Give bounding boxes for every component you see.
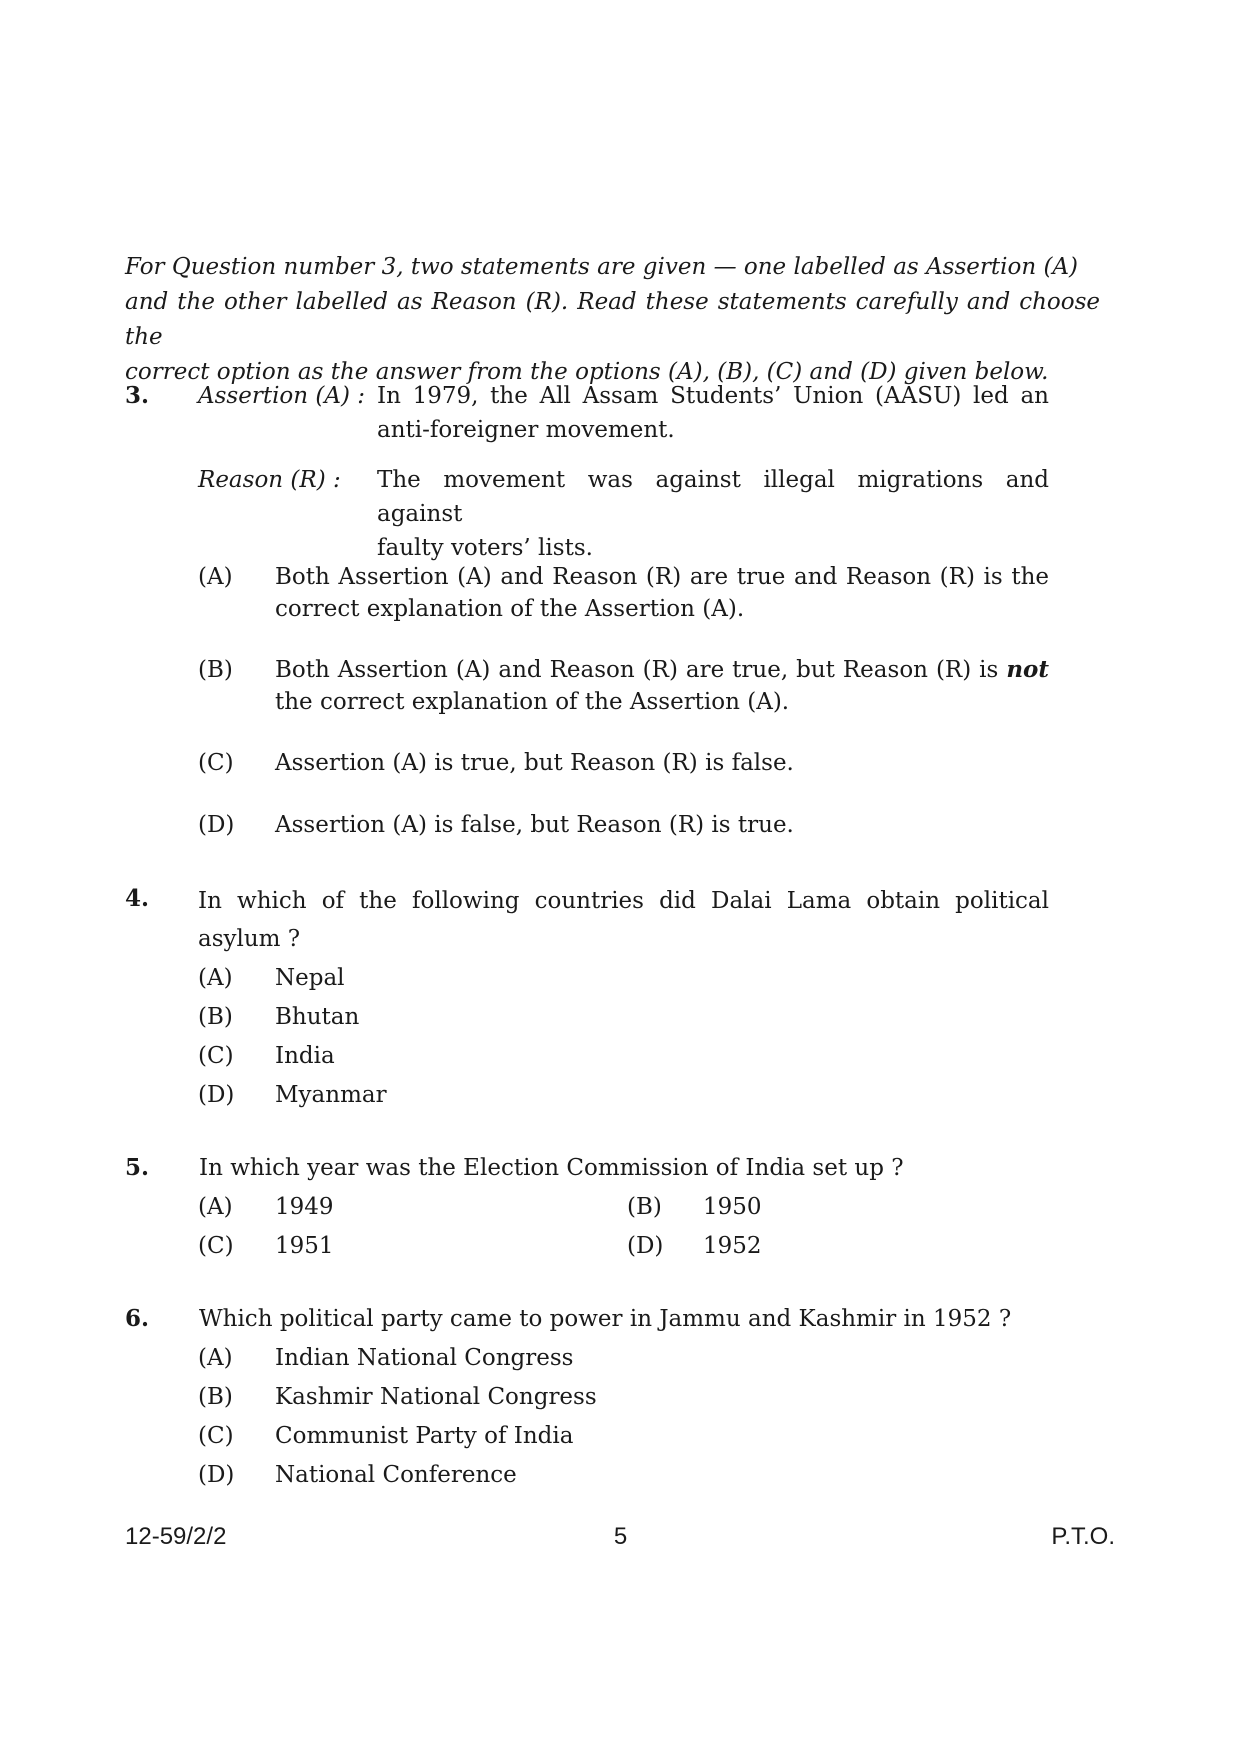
assertion-line: anti-foreigner movement. — [377, 417, 675, 443]
question-line: In which of the following countries did Dalai Lama obtain political — [198, 888, 1049, 914]
option-letter: (D) — [627, 1233, 664, 1259]
instructions-line: correct option as the answer from the options (A), (B), (C) and (D) given below. — [125, 359, 1049, 385]
option-text: Bhutan — [275, 1004, 360, 1030]
option-text: India — [275, 1043, 335, 1069]
option-text — [275, 561, 1049, 625]
option-text: National Conference — [275, 1462, 517, 1488]
option-letter: (D) — [198, 1462, 235, 1488]
option-text: Communist Party of India — [275, 1423, 574, 1449]
option-text — [275, 654, 1049, 718]
pto-label: P.T.O. — [1051, 1523, 1115, 1550]
question-number: 4. — [125, 885, 150, 912]
assertion-line: In 1979, the All Assam Students’ Union (AASU) led an — [377, 383, 1049, 409]
option-text: 1952 — [703, 1233, 762, 1259]
assertion-label: Assertion (A) : — [198, 383, 366, 409]
option-text: Assertion (A) is true, but Reason (R) is false. — [275, 750, 794, 776]
instructions-line: For Question number 3, two statements are given — one labelled as Assertion (A) — [125, 254, 1078, 280]
option-letter: (D) — [198, 1082, 235, 1108]
option-letter: (A) — [198, 1194, 233, 1220]
option-text: Assertion (A) is false, but Reason (R) is true. — [275, 812, 794, 838]
option-text: Nepal — [275, 965, 345, 991]
option-letter: (A) — [198, 965, 233, 991]
option-letter: (C) — [198, 750, 234, 776]
reason-text — [377, 463, 1049, 565]
option-text: 1951 — [275, 1233, 334, 1259]
option-letter: (B) — [198, 657, 233, 683]
question-text: In which year was the Election Commission of India set up ? — [199, 1155, 904, 1181]
option-letter: (B) — [627, 1194, 662, 1220]
option-line — [275, 654, 1049, 686]
paper-code: 12-59/2/2 — [125, 1523, 227, 1550]
option-line-pre: Both Assertion (A) and Reason (R) are true, but Reason (R) is — [275, 657, 1007, 683]
question-line: asylum ? — [198, 926, 301, 952]
instructions — [125, 250, 1100, 390]
option-line: the correct explanation of the Assertion (A). — [275, 689, 790, 715]
option-letter: (A) — [198, 1345, 233, 1371]
reason-line: The movement was against illegal migrations and against — [377, 467, 1049, 527]
option-text: 1949 — [275, 1194, 334, 1220]
option-text: Indian National Congress — [275, 1345, 574, 1371]
option-letter: (D) — [198, 812, 235, 838]
option-letter: (A) — [198, 564, 233, 590]
reason-line: faulty voters’ lists. — [377, 535, 593, 561]
option-letter: (B) — [198, 1384, 233, 1410]
instructions-line: and the other labelled as Reason (R). Read these statements carefully and choose the — [125, 289, 1100, 350]
option-letter: (C) — [198, 1233, 234, 1259]
option-line: Both Assertion (A) and Reason (R) are true and Reason (R) is the — [275, 564, 1049, 590]
question-number: 6. — [125, 1305, 150, 1332]
question-text: Which political party came to power in Jammu and Kashmir in 1952 ? — [199, 1306, 1012, 1332]
question-number: 3. — [125, 382, 150, 409]
emphasis-not: not — [1006, 656, 1049, 683]
reason-label: Reason (R) : — [198, 467, 341, 493]
option-text: Kashmir National Congress — [275, 1384, 597, 1410]
page-number: 5 — [613, 1523, 628, 1550]
option-line: correct explanation of the Assertion (A). — [275, 596, 745, 622]
option-text: 1950 — [703, 1194, 762, 1220]
option-text: Myanmar — [275, 1082, 387, 1108]
question-number: 5. — [125, 1154, 150, 1181]
option-letter: (C) — [198, 1423, 234, 1449]
option-letter: (B) — [198, 1004, 233, 1030]
assertion-text — [377, 379, 1049, 447]
option-letter: (C) — [198, 1043, 234, 1069]
question-text — [198, 882, 1049, 958]
